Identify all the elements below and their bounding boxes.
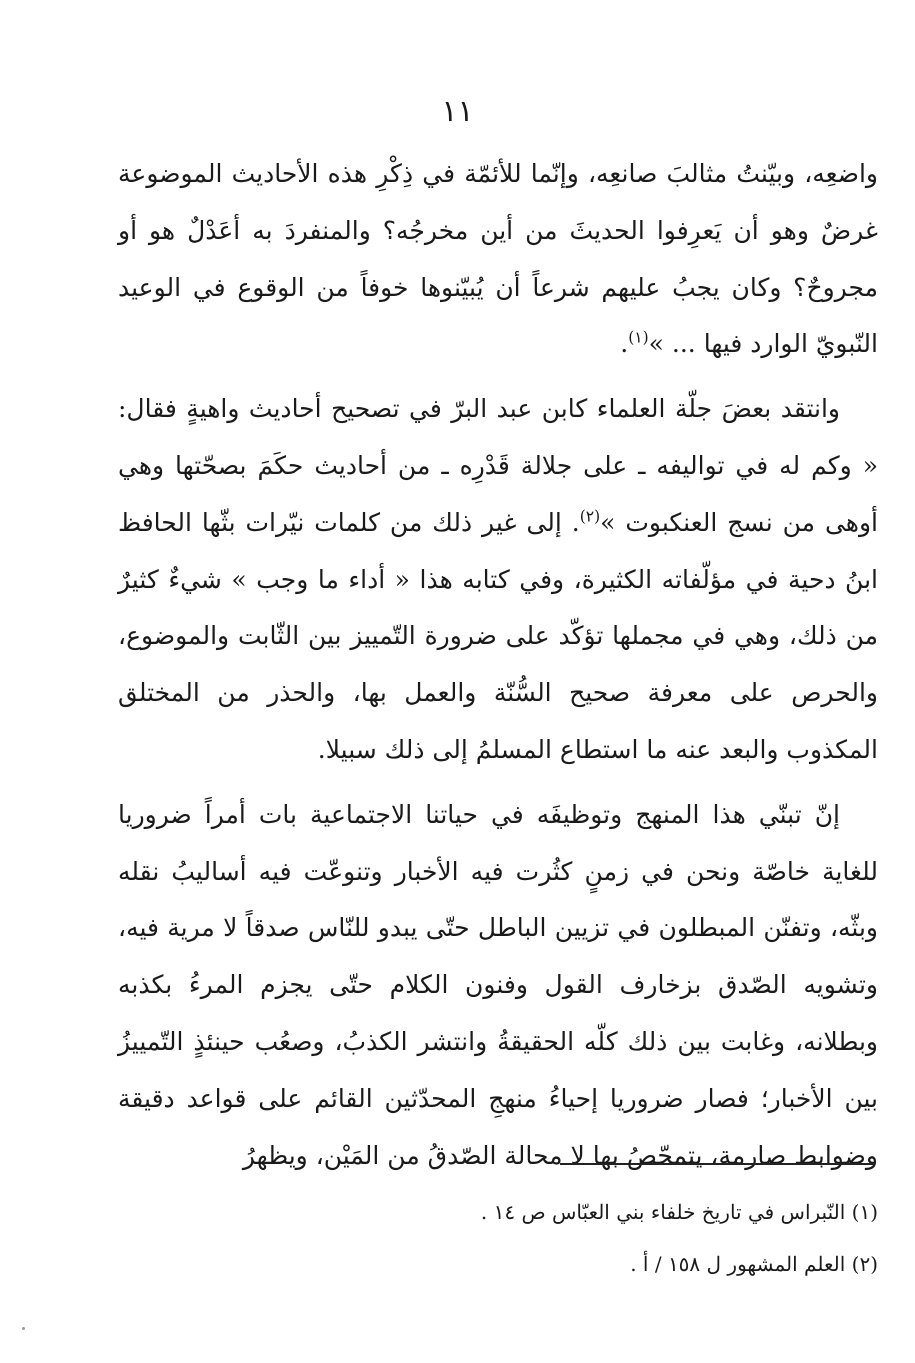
- footnotes: [118, 1186, 878, 1290]
- footnote-ref-2: (٢): [579, 507, 601, 526]
- paragraph-text: وانتقد بعضَ جلّة العلماء كابن عبد البرّ في تصحيح أحاديث واهيةٍ فقال: « وكم له في تواليفه ـ على جلالة قَدْرِه ـ من أحاديث حكَمَ بصحّتها وهي أوهى من نسج العنكبوت »: [118, 394, 878, 537]
- paragraph-3: [118, 787, 878, 1185]
- body-text: [118, 146, 878, 1184]
- footnote-divider: [560, 1163, 875, 1165]
- paragraph-text: إنّ تبنّي هذا المنهج وتوظيفَه في حياتنا الاجتماعية بات أمراً ضروريا للغاية خاصّة ونحن في زمنٍ كثُرت فيه الأخبار وتنوعّت فيه أساليبُ نقله وبثّه، وتفنّن المبطلون في تزيين الباطل حتّى يبدو للنّاس صدقاً لا مرية فيه، وتشويه الصّدق بزخارف القول وفنون الكلام حتّى يجزم المرءُ بكذبه وبطلانه، وغابت بين ذلك كلّه الحقيقةُ وانتشر الكذبُ، وصعُب حينئذٍ التّمييزُ بين الأخبار؛ فصار ضروريا إحياءُ منهجِ المحدّثين القائم على قواعد دقيقة وضوابط صارمة، يتمحّصُ بها لا محالة الصّدقُ من المَيْن، ويظهرُ: [118, 799, 878, 1170]
- paragraph-tail: .: [620, 329, 629, 359]
- paragraph-1: [118, 146, 878, 373]
- paragraph-2: [118, 381, 878, 779]
- footnote-ref-1: (١): [628, 329, 649, 348]
- paragraph-tail: . إلى غير ذلك من كلمات نيّرات بثّها الحافظ ابنُ دحية في مؤلّفاته الكثيرة، وفي كتابه هذا « أداء ما وجب » شيءٌ كثيرٌ من ذلك، وهي في مجملها تؤكّد على ضرورة التّمييز بين الثّابت والموضوع، والحرص على معرفة صحيح السُّنّة والعمل بها، والحذر من المختلق المكذوب والبعد عنه ما استطاع المسلمُ إلى ذلك سبيلا.: [118, 507, 878, 764]
- footnote-1: (١) النّبراس في تاريخ خلفاء بني العبّاس ص ١٤ .: [480, 1200, 878, 1224]
- footnote-2: (٢) العلم المشهور ل ١٥٨ / أ .: [630, 1252, 878, 1276]
- paragraph-text: واضعِه، وبيّنتُ مثالبَ صانعِه، وإنّما للأئمّة في ذِكْرِ هذه الأحاديث الموضوعة غرضٌ وهو أن يَعرِفوا الحديثَ من أين مخرجُه؟ والمنفردَ به أعَدْلٌ هو أو مجروحٌ؟ وكان يجبُ عليهم شرعاً أن يُبيّنوها خوفاً من الوقوع في الوعيد النّبويّ الوارد فيها ... »: [118, 159, 878, 359]
- page-number: ١١: [441, 94, 474, 129]
- scan-speck: [22, 1327, 25, 1330]
